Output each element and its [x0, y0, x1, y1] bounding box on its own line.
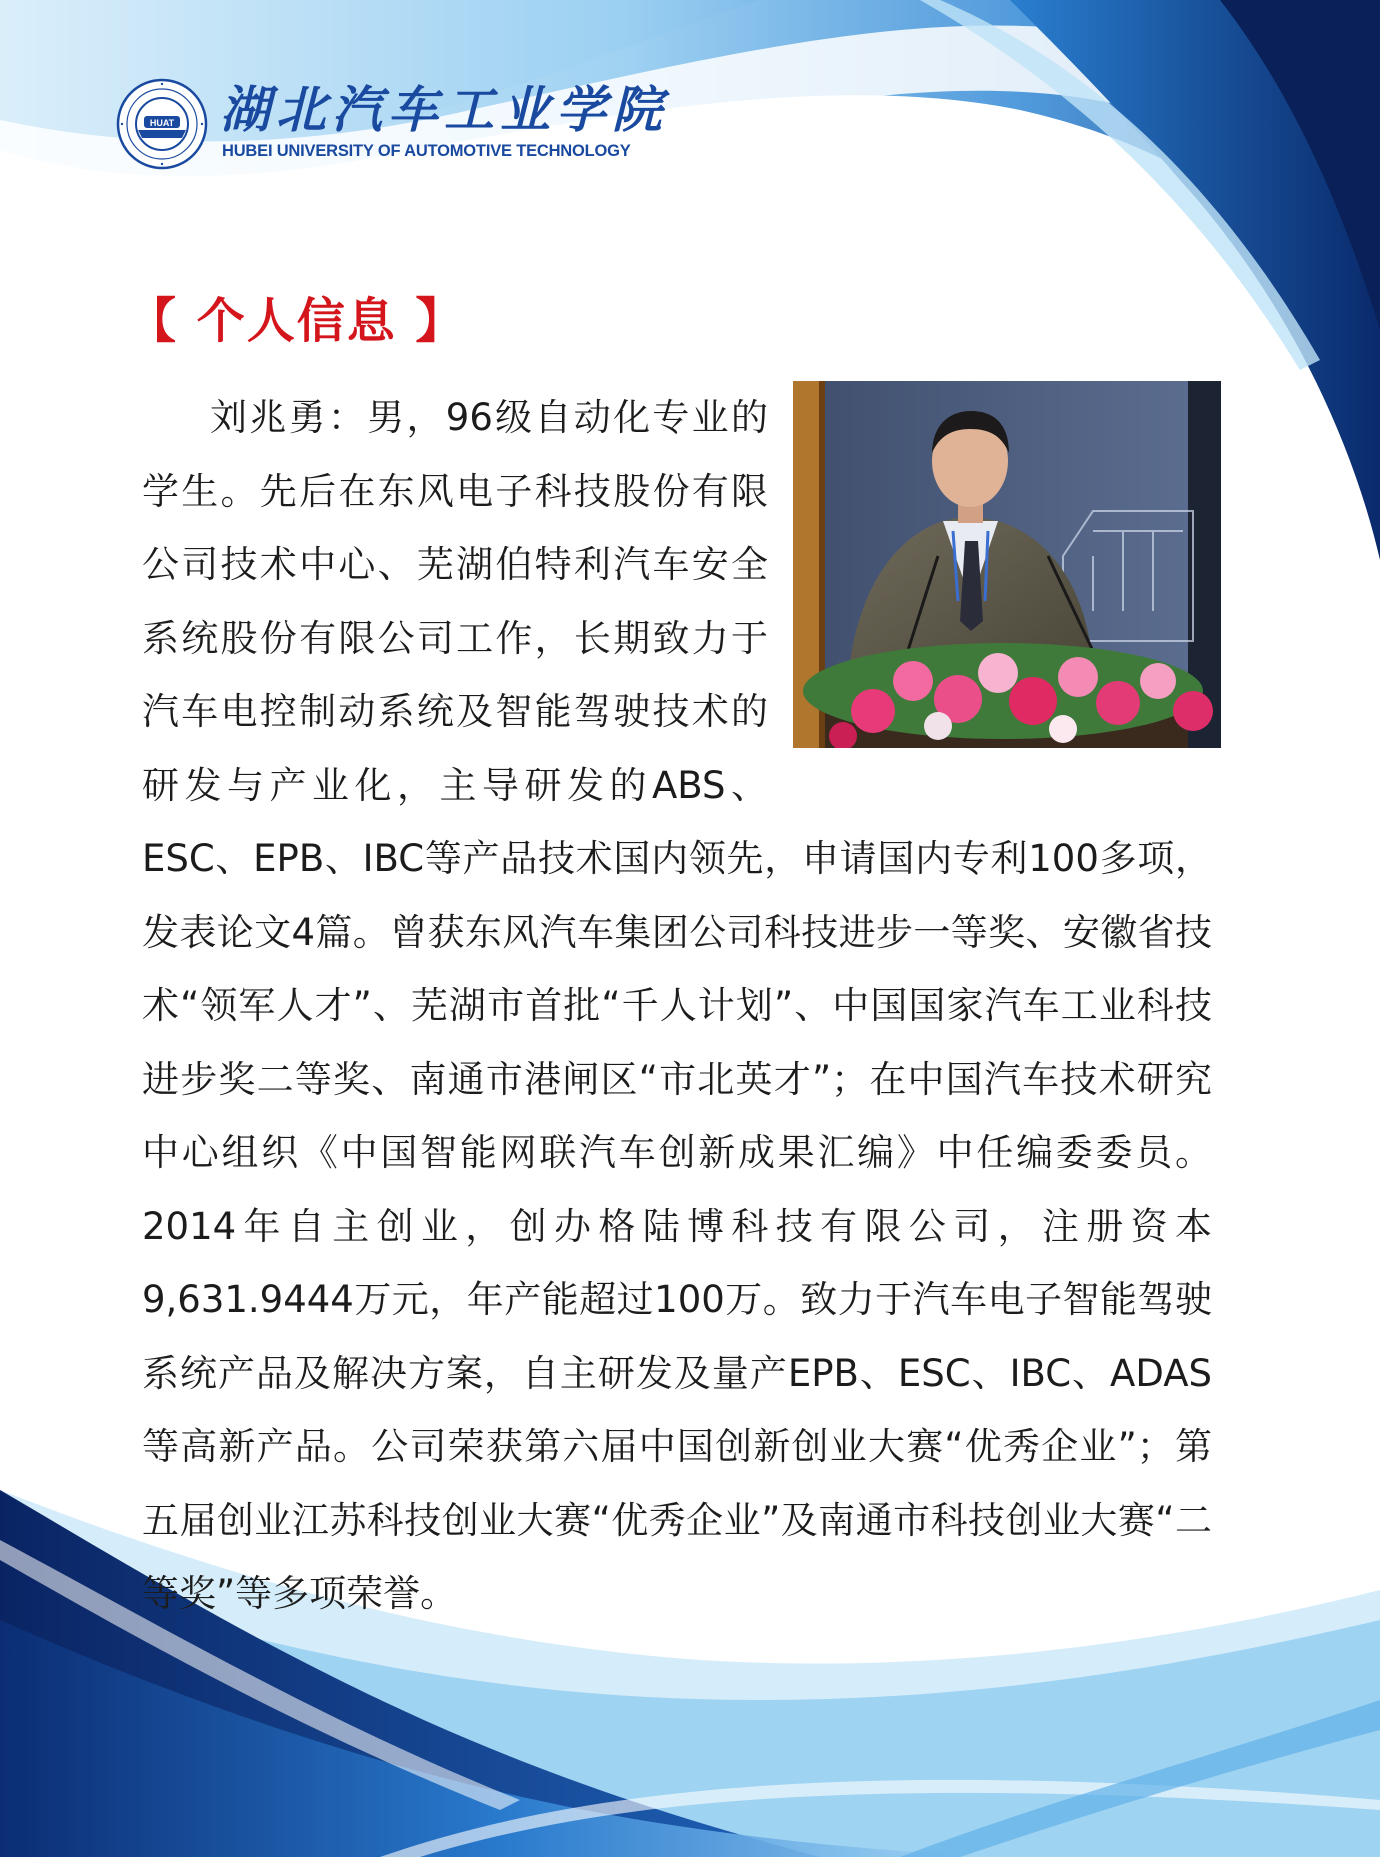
university-seal-icon [116, 78, 208, 170]
photo-float-spacer [768, 381, 1212, 751]
seal-abbreviation: HUAT [149, 118, 175, 128]
section-title: 【 个人信息 】 [128, 293, 466, 349]
university-name-cn: 湖北汽车工业学院 [220, 80, 668, 139]
profile-bio [142, 381, 1212, 1631]
university-name-en: HUBEI UNIVERSITY OF AUTOMOTIVE TECHNOLOGY [222, 142, 631, 160]
university-logo [116, 78, 668, 170]
bio-text: 刘兆勇：男，96级自动化专业的学生。先后在东风电子科技股份有限公司技术中心、芜湖伯特利汽车安全系统股份有限公司工作，长期致力于汽车电控制动系统及智能驾驶技术的研发与产业化，主导研发的ABS、ESC、EPB、IBC等产品技术国内领先，申请国内专利100多项，发表论文4篇。曾获东风汽车集团公司科技进步一等奖、安徽省技术“领军人才”、芜湖市首批“千人计划”、中国国家汽车工业科技进步奖二等奖、南通市港闸区“市北英才”；在中国汽车技术研究中心组织《中国智能网联汽车创新成果汇编》中任编委委员。2014年自主创业，创办格陆博科技有限公司，注册资本9,631.9444万元，年产能超过100万。致力于汽车电子智能驾驶系统产品及解决方案，自主研发及量产EPB、ESC、IBC、ADAS等高新产品。公司荣获第六届中国创新创业大赛“优秀企业”；第五届创业江苏科技创业大赛“优秀企业”及南通市科技创业大赛“二等奖”等多项荣誉。 [142, 396, 1212, 1615]
